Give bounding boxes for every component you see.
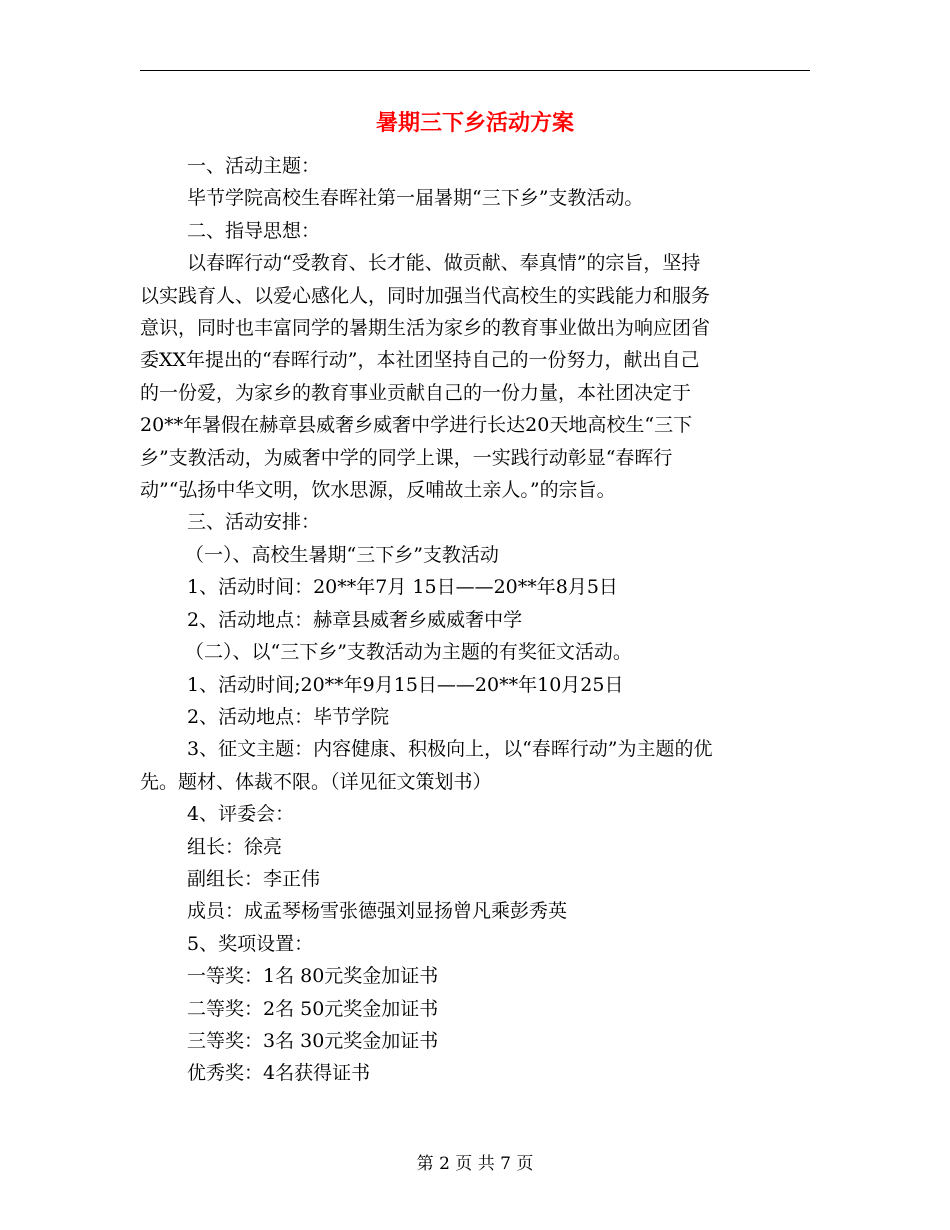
list-item: 组长：徐亮 xyxy=(187,835,283,858)
header-rule xyxy=(140,70,810,71)
paragraph-line: 乡”支教活动，为威奢中学的同学上课，一实践行动彰显“春晖行 xyxy=(140,446,673,469)
list-item: 一等奖：1名 80元奖金加证书 xyxy=(187,965,439,988)
section-heading-guiding-idea: 二、指导思想： xyxy=(187,219,321,242)
list-item: 2、活动地点：赫章县威奢乡威威奢中学 xyxy=(187,608,523,631)
document-title: 暑期三下乡活动方案 xyxy=(375,111,574,136)
paragraph-line: 以春晖行动“受教育、长才能、做贡献、奉真情”的宗旨，坚持 xyxy=(187,252,701,275)
list-item: 副组长：李正伟 xyxy=(187,867,321,890)
list-item: 二等奖：2名 50元奖金加证书 xyxy=(187,997,439,1020)
subsection-heading-1: （一）、高校生暑期“三下乡”支教活动 xyxy=(185,543,499,566)
paragraph-line: 先。题材、体裁不限。（详见征文策划书） xyxy=(140,770,492,793)
paragraph-line: 20**年暑假在赫章县威奢乡威奢中学进行长达20天地高校生“三下 xyxy=(140,414,693,437)
section-heading-theme: 一、活动主题： xyxy=(187,155,321,177)
subsection-heading-2: （二）、以“三下乡”支教活动为主题的有奖征文活动。 xyxy=(185,641,632,664)
page-number-footer: 第 2 页 共 7 页 xyxy=(416,1154,534,1174)
list-item: 5、奖项设置： xyxy=(187,932,314,955)
paragraph-line: 毕节学院高校生春晖社第一届暑期“三下乡”支教活动。 xyxy=(187,187,644,210)
paragraph-line: 委XX年提出的“春晖行动”，本社团坚持自己的一份努力，献出自己 xyxy=(140,349,700,372)
paragraph-line: 的一份爱，为家乡的教育事业贡献自己的一份力量，本社团决定于 xyxy=(140,381,692,404)
list-item: 1、活动时间;20**年9月15日——20**年10月25日 xyxy=(187,673,624,696)
list-item: 三等奖：3名 30元奖金加证书 xyxy=(187,1029,439,1052)
list-item: 优秀奖：4名获得证书 xyxy=(187,1062,371,1085)
document-body xyxy=(140,150,810,1090)
paragraph-line: 动”“弘扬中华文明，饮水思源，反哺故土亲人。”的宗旨。 xyxy=(140,479,616,502)
paragraph-line: 以实践育人、以爱心感化人，同时加强当代高校生的实践能力和服务 xyxy=(140,284,711,307)
list-item: 4、评委会： xyxy=(187,803,295,826)
list-item: 成员：成孟琴杨雪张德强刘显扬曾凡乘彭秀英 xyxy=(187,900,568,923)
list-item: 1、活动时间：20**年7月 15日——20**年8月5日 xyxy=(187,576,618,599)
list-item: 3、征文主题：内容健康、积极向上，以“春晖行动”为主题的优 xyxy=(187,738,713,761)
section-heading-arrangement: 三、活动安排： xyxy=(187,511,321,534)
list-item: 2、活动地点：毕节学院 xyxy=(187,705,390,728)
paragraph-line: 意识，同时也丰富同学的暑期生活为家乡的教育事业做出为响应团省 xyxy=(140,317,711,340)
